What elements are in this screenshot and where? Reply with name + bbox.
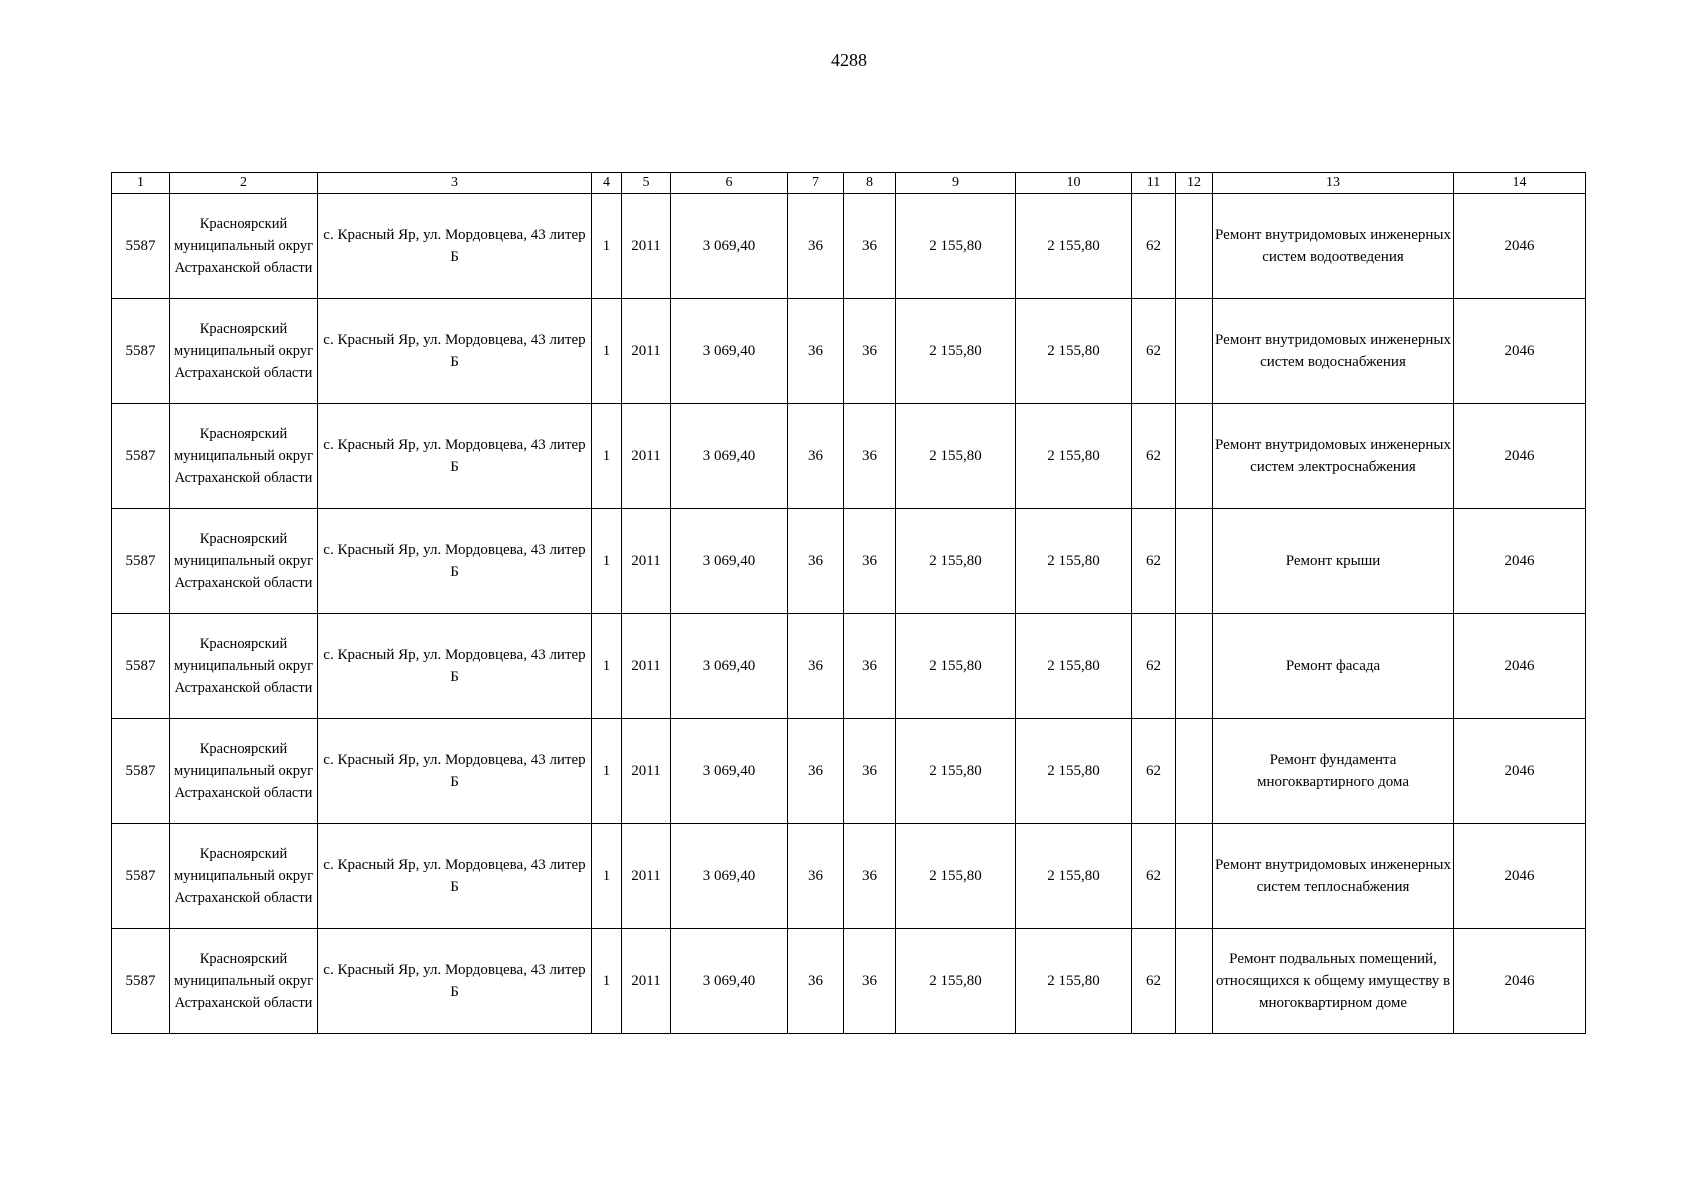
table-row — [112, 719, 1586, 824]
cell-municipality: Красноярский муниципальный округ Астраханской области — [170, 509, 318, 614]
cell-col-11: 62 — [1132, 719, 1176, 824]
cell-year: 2011 — [622, 299, 671, 404]
cell-municipality: Красноярский муниципальный округ Астраханской области — [170, 614, 318, 719]
cell-col-11: 62 — [1132, 194, 1176, 299]
cell-col-10: 2 155,80 — [1016, 824, 1132, 929]
cell-municipality: Красноярский муниципальный округ Астраханской области — [170, 824, 318, 929]
cell-col-9: 2 155,80 — [896, 509, 1016, 614]
cell-col-7: 36 — [788, 509, 844, 614]
cell-col-11: 62 — [1132, 614, 1176, 719]
cell-municipality: Красноярский муниципальный округ Астраханской области — [170, 929, 318, 1034]
column-header: 3 — [318, 173, 592, 194]
cell-col-7: 36 — [788, 824, 844, 929]
cell-record-number: 5587 — [112, 299, 170, 404]
column-header: 6 — [671, 173, 788, 194]
cell-col-7: 36 — [788, 299, 844, 404]
cell-col-9: 2 155,80 — [896, 404, 1016, 509]
cell-municipality: Красноярский муниципальный округ Астраханской области — [170, 404, 318, 509]
cell-col-4: 1 — [592, 404, 622, 509]
cell-municipality: Красноярский муниципальный округ Астраханской области — [170, 299, 318, 404]
page-number: 4288 — [831, 50, 867, 70]
cell-col-7: 36 — [788, 719, 844, 824]
cell-address: с. Красный Яр, ул. Мордовцева, 43 литер Б — [318, 929, 592, 1034]
cell-col-12 — [1176, 719, 1213, 824]
column-header: 14 — [1454, 173, 1586, 194]
table-row — [112, 509, 1586, 614]
cell-col-4: 1 — [592, 299, 622, 404]
cell-col-10: 2 155,80 — [1016, 929, 1132, 1034]
cell-col-4: 1 — [592, 719, 622, 824]
cell-work-type: Ремонт внутридомовых инженерных систем водоснабжения — [1213, 299, 1454, 404]
cell-col-12 — [1176, 299, 1213, 404]
cell-work-type: Ремонт крыши — [1213, 509, 1454, 614]
cell-col-4: 1 — [592, 929, 622, 1034]
cell-col-10: 2 155,80 — [1016, 509, 1132, 614]
cell-record-number: 5587 — [112, 404, 170, 509]
cell-col-11: 62 — [1132, 929, 1176, 1034]
cell-work-type: Ремонт фасада — [1213, 614, 1454, 719]
cell-col-11: 62 — [1132, 404, 1176, 509]
cell-year: 2011 — [622, 614, 671, 719]
cell-col-7: 36 — [788, 194, 844, 299]
cell-total-area: 3 069,40 — [671, 194, 788, 299]
cell-year: 2011 — [622, 719, 671, 824]
cell-total-area: 3 069,40 — [671, 509, 788, 614]
cell-year: 2011 — [622, 929, 671, 1034]
cell-total-area: 3 069,40 — [671, 719, 788, 824]
cell-total-area: 3 069,40 — [671, 404, 788, 509]
cell-col-8: 36 — [844, 824, 896, 929]
cell-address: с. Красный Яр, ул. Мордовцева, 43 литер Б — [318, 614, 592, 719]
cell-col-4: 1 — [592, 614, 622, 719]
cell-col-8: 36 — [844, 614, 896, 719]
cell-work-type: Ремонт фундамента многоквартирного дома — [1213, 719, 1454, 824]
cell-col-12 — [1176, 614, 1213, 719]
cell-col-8: 36 — [844, 404, 896, 509]
cell-col-7: 36 — [788, 614, 844, 719]
cell-address: с. Красный Яр, ул. Мордовцева, 43 литер Б — [318, 404, 592, 509]
cell-municipality: Красноярский муниципальный округ Астраханской области — [170, 719, 318, 824]
cell-col-9: 2 155,80 — [896, 824, 1016, 929]
table-row — [112, 824, 1586, 929]
cell-total-area: 3 069,40 — [671, 824, 788, 929]
registry-body — [112, 194, 1586, 1034]
cell-address: с. Красный Яр, ул. Мордовцева, 43 литер Б — [318, 509, 592, 614]
cell-col-10: 2 155,80 — [1016, 299, 1132, 404]
cell-year: 2011 — [622, 404, 671, 509]
cell-col-10: 2 155,80 — [1016, 194, 1132, 299]
cell-col-9: 2 155,80 — [896, 194, 1016, 299]
cell-total-area: 3 069,40 — [671, 299, 788, 404]
column-header: 10 — [1016, 173, 1132, 194]
cell-col-10: 2 155,80 — [1016, 404, 1132, 509]
cell-record-number: 5587 — [112, 509, 170, 614]
cell-col-12 — [1176, 824, 1213, 929]
cell-col-11: 62 — [1132, 299, 1176, 404]
column-header: 5 — [622, 173, 671, 194]
cell-col-10: 2 155,80 — [1016, 719, 1132, 824]
cell-col-9: 2 155,80 — [896, 614, 1016, 719]
cell-record-number: 5587 — [112, 929, 170, 1034]
column-header: 1 — [112, 173, 170, 194]
cell-work-type: Ремонт подвальных помещений, относящихся к общему имуществу в многоквартирном доме — [1213, 929, 1454, 1034]
cell-record-number: 5587 — [112, 824, 170, 929]
cell-col-12 — [1176, 404, 1213, 509]
cell-col-7: 36 — [788, 404, 844, 509]
cell-deadline-year: 2046 — [1454, 299, 1586, 404]
cell-year: 2011 — [622, 194, 671, 299]
cell-col-4: 1 — [592, 824, 622, 929]
cell-col-10: 2 155,80 — [1016, 614, 1132, 719]
column-header: 8 — [844, 173, 896, 194]
registry-table — [111, 172, 1586, 1034]
column-header: 9 — [896, 173, 1016, 194]
cell-col-8: 36 — [844, 929, 896, 1034]
cell-deadline-year: 2046 — [1454, 719, 1586, 824]
cell-work-type: Ремонт внутридомовых инженерных систем электроснабжения — [1213, 404, 1454, 509]
cell-col-4: 1 — [592, 194, 622, 299]
cell-record-number: 5587 — [112, 194, 170, 299]
cell-record-number: 5587 — [112, 614, 170, 719]
table-row — [112, 404, 1586, 509]
cell-deadline-year: 2046 — [1454, 824, 1586, 929]
cell-record-number: 5587 — [112, 719, 170, 824]
cell-total-area: 3 069,40 — [671, 929, 788, 1034]
cell-col-4: 1 — [592, 509, 622, 614]
cell-col-9: 2 155,80 — [896, 299, 1016, 404]
column-header: 4 — [592, 173, 622, 194]
cell-deadline-year: 2046 — [1454, 404, 1586, 509]
cell-col-11: 62 — [1132, 509, 1176, 614]
cell-col-9: 2 155,80 — [896, 929, 1016, 1034]
cell-year: 2011 — [622, 509, 671, 614]
cell-year: 2011 — [622, 824, 671, 929]
cell-address: с. Красный Яр, ул. Мордовцева, 43 литер Б — [318, 299, 592, 404]
cell-address: с. Красный Яр, ул. Мордовцева, 43 литер Б — [318, 719, 592, 824]
cell-col-9: 2 155,80 — [896, 719, 1016, 824]
column-header: 12 — [1176, 173, 1213, 194]
cell-col-7: 36 — [788, 929, 844, 1034]
cell-col-12 — [1176, 194, 1213, 299]
cell-work-type: Ремонт внутридомовых инженерных систем водоотведения — [1213, 194, 1454, 299]
cell-deadline-year: 2046 — [1454, 614, 1586, 719]
cell-col-12 — [1176, 509, 1213, 614]
cell-col-8: 36 — [844, 509, 896, 614]
cell-work-type: Ремонт внутридомовых инженерных систем теплоснабжения — [1213, 824, 1454, 929]
table-row — [112, 299, 1586, 404]
cell-col-8: 36 — [844, 194, 896, 299]
cell-address: с. Красный Яр, ул. Мордовцева, 43 литер Б — [318, 194, 592, 299]
column-header: 11 — [1132, 173, 1176, 194]
cell-deadline-year: 2046 — [1454, 929, 1586, 1034]
table-row — [112, 929, 1586, 1034]
column-number-header-row — [112, 173, 1586, 194]
cell-deadline-year: 2046 — [1454, 194, 1586, 299]
table-row — [112, 614, 1586, 719]
cell-total-area: 3 069,40 — [671, 614, 788, 719]
table-row — [112, 194, 1586, 299]
column-header: 13 — [1213, 173, 1454, 194]
cell-col-8: 36 — [844, 719, 896, 824]
cell-deadline-year: 2046 — [1454, 509, 1586, 614]
cell-col-12 — [1176, 929, 1213, 1034]
column-header: 7 — [788, 173, 844, 194]
column-header: 2 — [170, 173, 318, 194]
cell-col-11: 62 — [1132, 824, 1176, 929]
cell-col-8: 36 — [844, 299, 896, 404]
cell-municipality: Красноярский муниципальный округ Астраханской области — [170, 194, 318, 299]
cell-address: с. Красный Яр, ул. Мордовцева, 43 литер Б — [318, 824, 592, 929]
